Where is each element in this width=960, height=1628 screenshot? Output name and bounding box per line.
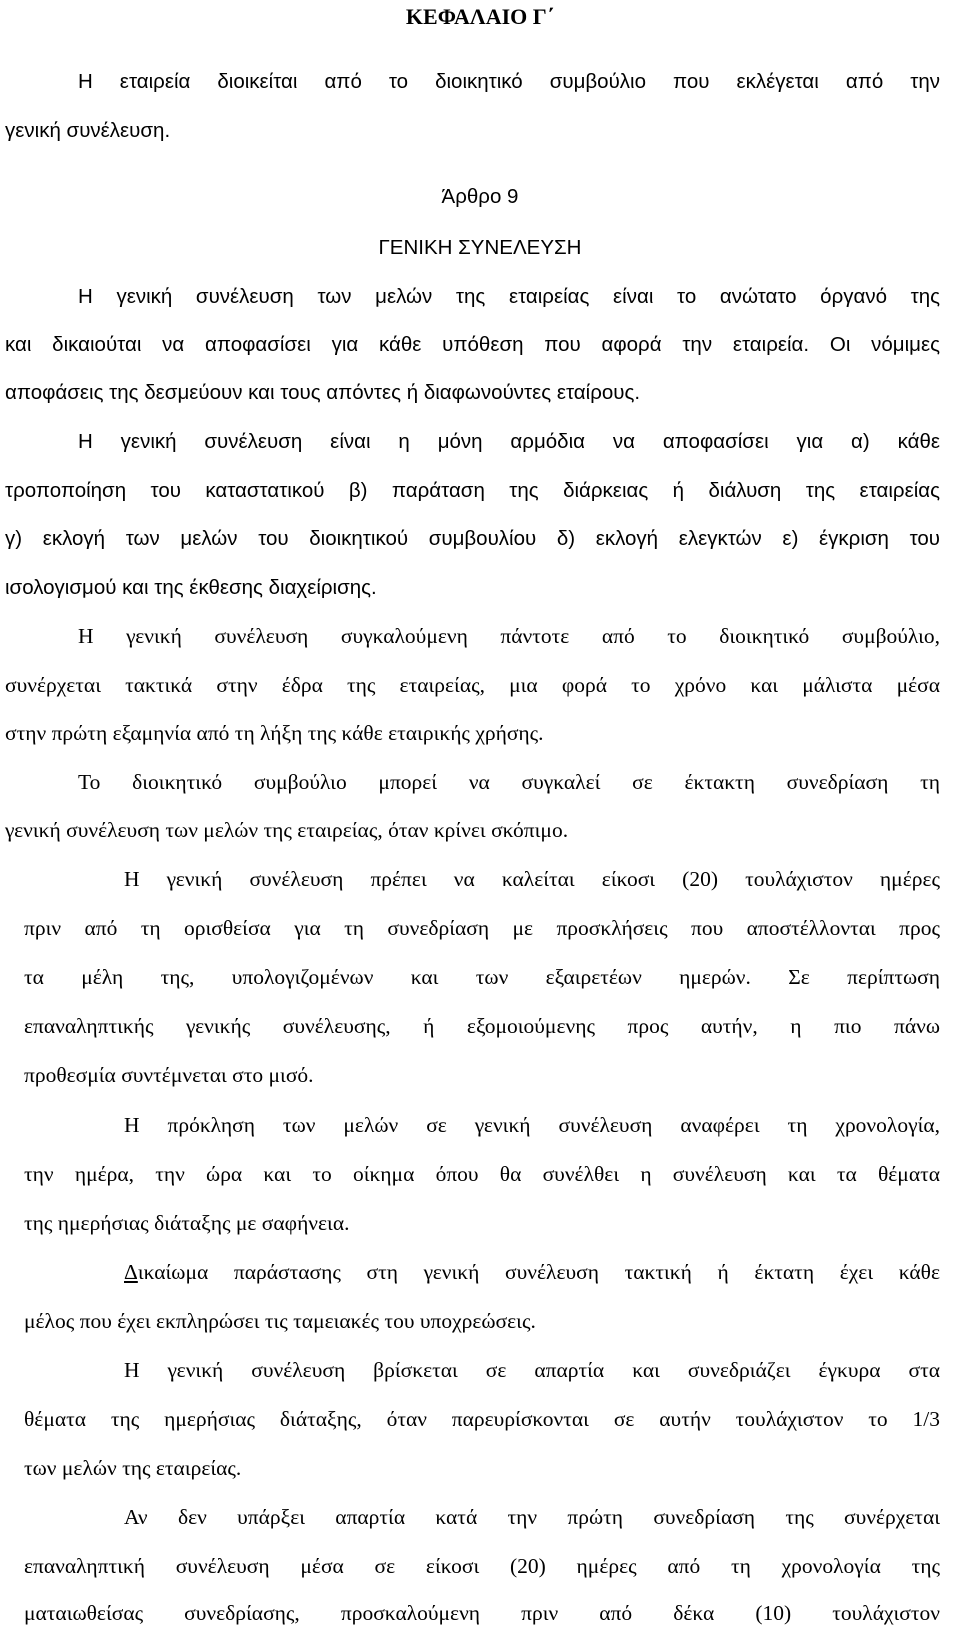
- text-line: Το διοικητικό συμβούλιο μπορεί να συγκαλεί σε έκτακτη συνεδρίαση τη: [78, 770, 940, 794]
- text-line: Η γενική συνέλευση βρίσκεται σε απαρτία και συνεδριάζει έγκυρα στα: [124, 1358, 940, 1382]
- text-line: συνέρχεται τακτικά στην έδρα της εταιρείας, μια φορά το χρόνο και μάλιστα μέσα: [5, 673, 940, 697]
- text-line: ισολογισμού και της έκθεσης διαχείρισης.: [5, 576, 377, 599]
- text-line-rest: ικαίωμα παράστασης στη γενική συνέλευση τακτική ή έκτατη έχει κάθε: [137, 1260, 940, 1284]
- article-title: ΓΕΝΙΚΗ ΣΥΝΕΛΕΥΣΗ: [378, 236, 582, 259]
- text-line: Η γενική συνέλευση των μελών της εταιρείας είναι το ανώτατο όργανό της: [78, 285, 940, 308]
- text-line: επαναληπτικής γενικής συνέλευσης, ή εξομοιούμενης προς αυτήν, η πιο πάνω: [24, 1014, 940, 1038]
- text-line: μέλος που έχει εκπληρώσει τις ταμειακές του υποχρεώσεις.: [24, 1309, 536, 1333]
- chapter-title: ΚΕΦΑΛΑΙΟ Γ΄: [405, 4, 555, 29]
- text-line: την ημέρα, την ώρα και το οίκημα όπου θα συνέλθει η συνέλευση και τα θέματα: [24, 1162, 940, 1186]
- text-line: [124, 1257, 940, 1287]
- text-line: των μελών της εταιρείας.: [24, 1456, 242, 1480]
- text-line: ματαιωθείσας συνεδρίασης, προσκαλούμενη πριν από δέκα (10) τουλάχιστον: [24, 1601, 940, 1625]
- text-line: επαναληπτική συνέλευση μέσα σε είκοσι (20) ημέρες από τη χρονολογία της: [24, 1554, 940, 1578]
- text-line: γενική συνέλευση των μελών της εταιρείας, όταν κρίνει σκόπιμο.: [5, 818, 569, 842]
- text-line: γ) εκλογή των μελών του διοικητικού συμβουλίου δ) εκλογή ελεγκτών ε) έγκριση του: [5, 527, 940, 550]
- text-line: Η εταιρεία διοικείται από το διοικητικό συμβούλιο που εκλέγεται από την: [78, 70, 940, 93]
- text-line: Η γενική συνέλευση είναι η μόνη αρμόδια να αποφασίσει για α) κάθε: [78, 430, 940, 453]
- text-line: στην πρώτη εξαμηνία από τη λήξη της κάθε εταιρικής χρήσης.: [5, 721, 544, 745]
- text-line: Η γενική συνέλευση συγκαλούμενη πάντοτε από το διοικητικό συμβούλιο,: [78, 624, 940, 648]
- text-line: Η γενική συνέλευση πρέπει να καλείται είκοσι (20) τουλάχιστον ημέρες: [124, 867, 940, 891]
- text-line: πριν από τη ορισθείσα για τη συνεδρίαση με προσκλήσεις που αποστέλλονται προς: [24, 916, 940, 940]
- text-line: Η πρόκληση των μελών σε γενική συνέλευση αναφέρει τη χρονολογία,: [124, 1113, 940, 1137]
- text-line: αποφάσεις της δεσμεύουν και τους απόντες ή διαφωνούντες εταίρους.: [5, 381, 641, 404]
- text-line: τροποποίηση του καταστατικού β) παράταση της διάρκειας ή διάλυση της εταιρείας: [5, 479, 940, 502]
- text-line: και δικαιούται να αποφασίσει για κάθε υπόθεση που αφορά την εταιρεία. Οι νόμιμες: [5, 333, 940, 356]
- article-number: Άρθρο 9: [441, 185, 519, 208]
- underlined-initial: Δ: [124, 1260, 138, 1284]
- text-line: θέματα της ημερήσιας διάταξης, όταν παρευρίσκονται σε αυτήν τουλάχιστον το 1/3: [24, 1407, 940, 1431]
- text-line: προθεσμία συντέμνεται στο μισό.: [24, 1063, 314, 1087]
- text-line: της ημερήσιας διάταξης με σαφήνεια.: [24, 1211, 350, 1235]
- text-line: Αν δεν υπάρξει απαρτία κατά την πρώτη συνεδρίαση της συνέρχεται: [124, 1505, 940, 1529]
- text-line: γενική συνέλευση.: [5, 119, 171, 142]
- text-line: τα μέλη της, υπολογιζομένων και των εξαιρετέων ημερών. Σε περίπτωση: [24, 965, 940, 989]
